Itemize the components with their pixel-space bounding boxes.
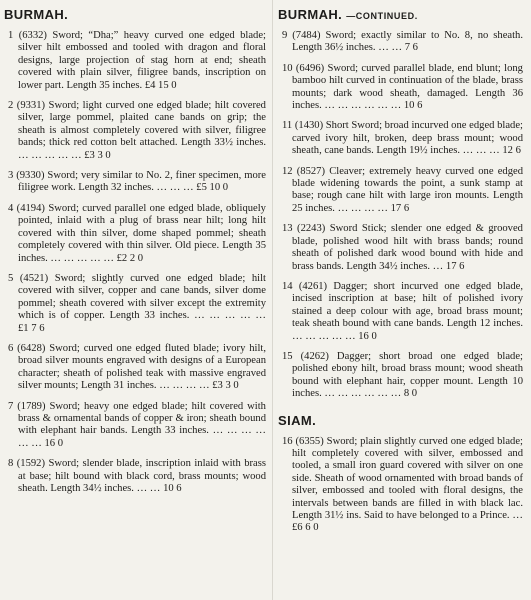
- entry-text: Sword; “Dha;” heavy curved one edged blade; silver hilt embossed and tooled with dragon and floral designs, large projection of stag horn at end; sheath covered with plain silver, filigree bands, inscription on lower part. Length 35 inches.: [18, 30, 266, 91]
- entry-price: 17 6: [390, 202, 410, 214]
- catalogue-entry: [4, 203, 266, 265]
- right-column: [272, 4, 523, 600]
- entry-text: Sword; curved one edged fluted blade; ivory hilt, broad silver mounts engraved with designs of a European character; sheath of polished teak with massive engraved silver mounts; Length 31 inches. … … … …: [18, 342, 266, 392]
- entry-price: 12 6: [502, 145, 521, 157]
- entry-number: 9 (7484): [282, 30, 321, 41]
- entry-price: £2 2 0: [116, 252, 144, 264]
- entry-price: 10 6: [163, 483, 182, 494]
- entry-text: Sword; heavy one edged blade; hilt covered with brass & ornamental bands of copper & iron; sheath bound with elephant hair bands. Length 33 inches. … … … … … …: [18, 400, 266, 449]
- entry-number: 16 (6355): [282, 435, 324, 447]
- catalogue-entry: [4, 100, 266, 162]
- catalogue-entry: [278, 281, 523, 343]
- catalogue-entry: [278, 166, 523, 216]
- catalogue-entry: [4, 458, 266, 495]
- entry-number: 10 (6496): [282, 62, 325, 74]
- entry-text: Cleaver; extremely heavy curved one edged blade widening towards the point, a sunk stamp at base; rough cane hilt with large iron mounts. Length 25 inches. … … … …: [292, 165, 523, 214]
- entry-number: 1 (6332): [8, 30, 47, 41]
- entry-price: £4 15 0: [144, 79, 177, 91]
- entry-number: 8 (1592): [8, 458, 45, 470]
- entry-number: 15 (4262): [282, 350, 329, 362]
- entry-number: 12 (8527): [282, 165, 326, 177]
- entry-text: Sword; curved parallel blade, end blunt; long bamboo hilt curved in continuation of the blade, brass mounts; dark wood sheath, damaged. Length 36 inches. … … … … … …: [292, 62, 523, 112]
- entry-text: Dagger; short broad one edged blade; polished ebony hilt, broad brass mount; wood sheath bound with elephant hair, copper mount. Length 10 inches. … … … … … …: [292, 350, 523, 400]
- catalogue-entry: [4, 30, 266, 92]
- entry-price: 16 0: [358, 330, 377, 342]
- catalogue-entry: [278, 351, 523, 401]
- entry-price: 17 6: [445, 260, 465, 272]
- section-heading-burmah-continued: [278, 7, 523, 22]
- entry-text: Sword; slender blade, inscription inlaid with brass at base; hilt bound with black cord, brass mounts; wood sheath. Length 34½ inches. … …: [18, 458, 266, 494]
- entry-price: 8 0: [403, 388, 418, 400]
- entry-number: 5 (4521): [8, 272, 49, 284]
- entry-text: Sword; light curved one edged blade; hilt covered silver, large pommel, plaited cane bands on grip; the sheath is almost completely covered with silver, filigree bands; thick red cotton belt attached. Length 33½ inches. … … … … …: [18, 100, 266, 161]
- catalogue-entry: [278, 436, 523, 535]
- entry-text: Sword; exactly similar to No. 8, no sheath. Length 36½ inches. … …: [292, 30, 523, 54]
- entry-price: £5 10 0: [196, 182, 229, 194]
- entry-text: Sword; plain slightly curved one edged blade; hilt completely covered with silver, embossed and tooled, a small iron guard covered with silver on one side. Sheath of wood ornamented with broad bands of silver, embossed and tooled with floral designs, the intervals between bands are filled in with black lac. Length 31½ ins. Said to have belonged to a Prince. …: [292, 435, 523, 521]
- catalogue-entry: [278, 30, 523, 55]
- section-heading-siam: SIAM.: [278, 412, 317, 428]
- catalogue-entry: [278, 223, 523, 273]
- heading-text: BURMAH.: [278, 7, 343, 22]
- entry-price: £6 6 0: [292, 522, 319, 534]
- entry-text: Sword; curved parallel one edged blade, obliquely pointed, inlaid with a plug of brass near hilt; long hilt covered with thin silver, dome shaped pommel; sheath completely covered with thin silver. Old piece. Length 35 inches. … … … … …: [18, 202, 266, 264]
- entry-number: 7 (1789): [8, 400, 46, 412]
- entry-price: 10 6: [403, 100, 423, 112]
- catalogue-entry: [4, 273, 266, 335]
- entry-price: £3 3 0: [84, 149, 111, 161]
- entry-number: 6 (6428): [8, 342, 46, 354]
- entry-price: £3 3 0: [212, 380, 239, 392]
- entry-number: 4 (4194): [8, 202, 45, 214]
- left-column: [4, 4, 272, 600]
- entry-price: 7 6: [404, 42, 418, 54]
- entry-price: £1 7 6: [18, 322, 45, 334]
- entry-number: 13 (2243): [282, 223, 326, 235]
- entry-text: Dagger; short incurved one edged blade, incised inscription at base; hilt of polished ivory stained a deep colour with age, broad brass mount; teak sheath bound with cane bands. Length 12 inches. … … … … …: [292, 280, 523, 342]
- entry-number: 3 (9330): [8, 170, 45, 182]
- entry-number: 14 (4261): [282, 280, 328, 292]
- catalogue-entry: [278, 63, 523, 113]
- entry-text: Sword Stick; slender one edged & grooved blade, polished wood hilt with brass bands; round sheath of polished dark wood bound with hide and brass bands. Length 34½ inches. …: [292, 223, 523, 272]
- entry-number: 2 (9331): [8, 100, 46, 112]
- catalogue-entry: [278, 120, 523, 157]
- section-heading-burmah: BURMAH.: [4, 7, 69, 22]
- catalogue-entry: [4, 170, 266, 195]
- continued-label: —CONTINUED.: [346, 11, 418, 21]
- entry-text: Sword; slightly curved one edged blade; hilt covered with silver, copper and cane bands, silver dome pommel; sheath covered with silver except the extremity which is of copper. Length 33 inches. … … … … …: [18, 272, 266, 322]
- catalogue-entry: [4, 401, 266, 451]
- entry-text: Sword; very similar to No. 2, finer specimen, more filigree work. Length 32 inches. … … …: [18, 170, 266, 194]
- catalogue-entry: [4, 343, 266, 393]
- entry-text: Short Sword; broad incurved one edged blade; carved ivory hilt, broken, deep brass mount; wood sheath, cane bands. Length 19½ inches. … … …: [292, 120, 523, 157]
- entry-price: 16 0: [44, 437, 64, 449]
- entry-number: 11 (1430): [282, 120, 324, 132]
